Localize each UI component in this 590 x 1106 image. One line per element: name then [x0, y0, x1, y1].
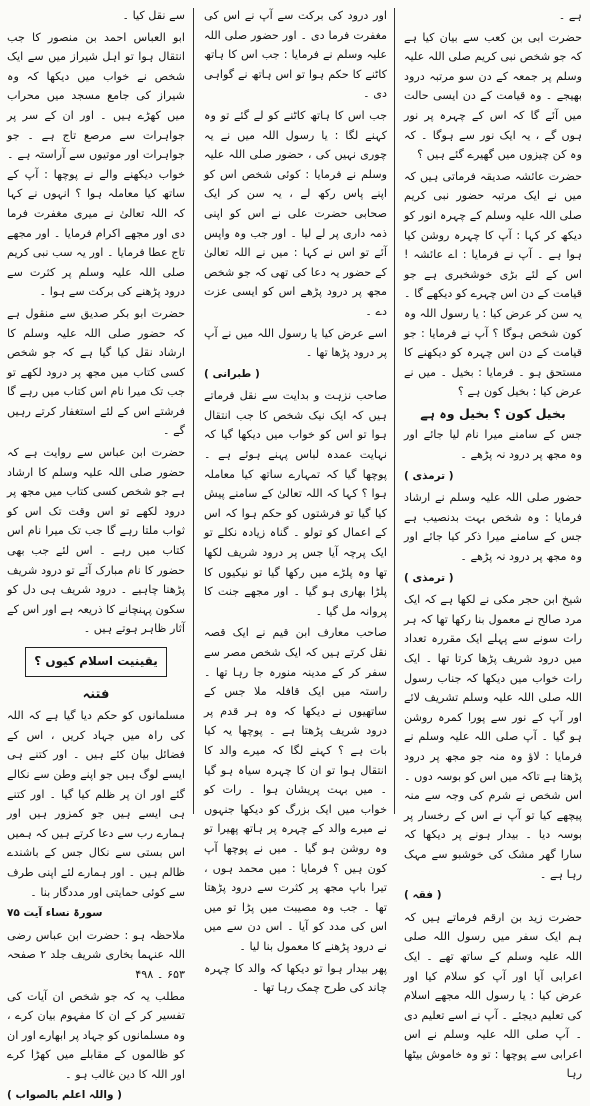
paragraph: ابو العباس احمد بن منصور کا جب انتقال ہوا تو اہل شیراز میں سے ایک شخص نے خواب میں دیکھا کہ وہ شیراز کی جامع مسجد میں محراب میں کھڑے ہیں ۔ اور ان کے سر پر جواہرات سے مرصع تاج ہے ۔ جو جواہرات اور موتیوں سے آراستہ ہے ۔ خواب دیکھنے والے نے پوچھا : آپ کے ساتھ کیا معاملہ ہوا ؟ انہوں نے کہا کہ اللہ تعالیٰ نے میری مغفرت فرما دی اور مجھے اکرام فرمایا ۔ اور مجھے تاج عطا فرمایا ۔ اور یہ سب نبی کریم صلی اللہ علیہ وسلم پر کثرت سے درود پڑھنے کی برکت سے ہوا ۔ [7, 30, 185, 299]
reference: ( فقہ ) [404, 889, 442, 902]
paragraph: جس کے سامنے میرا نام لیا جائے اور وہ مجھ پر درود نہ پڑھے ۔ [404, 428, 582, 462]
paragraph: اور درود کی برکت سے آپ نے اس کی مغفرت فرما دی ۔ اور حضور صلی اللہ علیہ وسلم نے فرمایا : جب اس کا ہاتھ کاٹنے کا حکم ہوا تو اس ہاتھ نے گواہی دی ۔ [204, 9, 387, 101]
paragraph: صاحب نزہت و بدایت سے نقل فرماتے ہیں کہ ایک نیک شخص کا جب انتقال ہوا تو اس کو خواب میں دیکھا گیا کہ نہایت عمدہ لباس پہنے ہوئے ہے ۔ پوچھا گیا کہ تمہارے ساتھ کیا معاملہ ہوا ؟ کہا کہ اللہ تعالیٰ کے سامنے پیش کیا گیا تو فرشتوں کو حکم ہوا کہ اس کے اعمال کو تولو ۔ گناہ زیادہ نکلے تو ایک پرچہ آیا جس پر درود شریف لکھا تھا وہ پلڑے میں رکھا گیا تو نیکیوں کا پلڑا بھاری ہو گیا ۔ اور مجھے جنت کا پروانہ مل گیا ۔ [204, 389, 387, 618]
paragraph: حضرت زید بن ارقم فرماتے ہیں کہ ہم ایک سفر میں رسول اللہ صلی اللہ علیہ وسلم کے ساتھ تھے ۔ ایک اعرابی آیا اور آپ کو سلام کیا اور عرض کیا : یا رسول اللہ مجھے اسلام کی تعلیم دیجئے ۔ آپ نے اسے تعلیم دی ۔ آپ صلی اللہ علیہ وسلم نے اس اعرابی سے پوچھا : تو وہ خاموش بیٹھا رہا [404, 910, 582, 1081]
paragraph: ہے ۔ [558, 9, 582, 22]
section-heading: فتنہ [82, 686, 110, 702]
paragraph: پھر بیدار ہوا تو دیکھا کہ والد کا چہرہ چاند کی طرح چمک رہا تھا ۔ [204, 961, 387, 995]
paragraph: جب اس کا ہاتھ کاٹنے کو لے گئے تو وہ کہنے لگا : یا رسول اللہ میں نے یہ چوری نہیں کی ، حضور صلی اللہ علیہ وسلم نے فرمایا : کوئی شخص اس کو اپنے پاس رکھ لے ، یہ سن کر ایک صحابی حضرت علی نے اس کو اپنی ذمہ داری پر لے لیا ۔ اور جب وہ واپس آئے تو اس نے کہا : میں نے اللہ تعالیٰ کے حضور یہ دعا کی تھی کہ جو شخص مجھ پر درود پڑھے اس کو ایسی عزت دے ۔ [204, 108, 387, 318]
column-divider [394, 8, 395, 814]
column-middle [204, 6, 387, 995]
reference: ( واللہ اعلم بالصواب ) [7, 1089, 122, 1102]
column-divider [193, 8, 194, 814]
reference: ( ترمذی ) [404, 469, 454, 482]
paragraph: حضرت ابو بکر صدیق سے منقول ہے کہ حضور صلی اللہ علیہ وسلم کا ارشاد نقل کیا گیا ہے کہ جو شخص کسی کتاب میں مجھ پر درود لکھے تو جب تک میرا نام اس کتاب میں رہے گا فرشتے اس کے لئے استغفار کرتے رہیں گے ۔ [7, 306, 185, 438]
paragraph: حضرت عائشہ صدیقہ فرماتی ہیں کہ میں نے ایک مرتبہ حضور نبی کریم صلی اللہ علیہ وسلم کے چہرہ انور کو دیکھ کر کہا : آپ کا چہرہ روشن کیا ہوا ہے ۔ آپ نے فرمایا : اے عائشہ ! اس کے لئے بڑی خوشخبری ہے جو قیامت کے دن اس چہرے کو دیکھے گا ۔ یہ سن کر عرض کیا : یا رسول اللہ وہ کون شخص ہوگا ؟ آپ نے فرمایا : جو قیامت کے دن اس چہرہ کو دیکھنے کا مستحق ہو ۔ فرمایا : بخیل ۔ میں نے عرض کیا : بخیل کون ہے ؟ [404, 169, 582, 399]
paragraph: مسلمانوں کو حکم دیا گیا ہے کہ اللہ کی راہ میں جہاد کریں ، اس کے فضائل بیان کئے ہیں ۔ اور کتنے ہی ایسے لوگ ہیں جو اپنے وطن سے نکالے گئے اور ان پر ظلم کیا گیا ۔ اور کتنے ہی ایسے ہیں جو کمزور ہیں اور ہمارے رب سے دعا کرتے ہیں کہ ہمیں اس بستی سے نکال جس کے باشندے ظالم ہیں ۔ اور ہمارے لئے اپنی طرف سے کوئی حمایتی اور مددگار بنا ۔ [7, 709, 185, 899]
paragraph: اسے عرض کیا یا رسول اللہ میں نے آپ پر درود پڑھا تھا ۔ [204, 326, 387, 360]
paragraph: ملاحظہ ہو : حضرت ابن عباس رضی اللہ عنہما بخاری شریف جلد ۲ صفحہ ۶۵۳ ۔ ۴۹۸ [7, 928, 185, 981]
paragraph: حضرت ابی بن کعب سے بیان کیا ہے کہ جو شخص نبی کریم صلی اللہ علیہ وسلم پر جمعہ کے دن سو مرتبہ درود بھیجے ۔ وہ قیامت کے دن ایسی حالت میں آئے گا کہ اس کے چہرہ پر نور ہوں گے ، یہ ایک نور سے ہوگا ۔ کہ وہ کن چیزوں میں گھیرے گئے ہیں ؟ [404, 30, 582, 162]
paragraph: شیخ ابن حجر مکی نے لکھا ہے کہ ایک مرد صالح نے معمول بنا رکھا تھا کہ ہر رات سونے سے پہلے ایک مقررہ تعداد میں درود شریف پڑھا کرتا تھا ۔ ایک رات خواب میں دیکھا کہ جناب رسول اللہ صلی اللہ علیہ وسلم تشریف لائے اور آپ کے نور سے پورا کمرہ روشن ہو گیا ۔ آپ صلی اللہ علیہ وسلم نے فرمایا : لاؤ وہ منہ جو مجھ پر درود پڑھتا ہے تاکہ میں اس کو بوسہ دوں ۔ اس شخص نے شرم کی وجہ سے منہ پیچھے کیا تو آپ نے اس کے رخسار پر بوسہ دیا ۔ بیدار ہونے پر دیکھا کہ سارا گھر مشک کی خوشبو سے مہک رہا ہے ۔ [404, 593, 582, 881]
paragraph: حضرت ابن عباس سے روایت ہے کہ حضور صلی اللہ علیہ وسلم کا ارشاد ہے جو شخص کسی کتاب میں مجھ پر درود لکھے تو اس وقت تک اس کو ثواب ملتا رہے گا جب تک میرا نام اس کتاب میں رہے ۔ اس لئے جب بھی حضور کا نام مبارک آئے تو درود شریف پڑھنا چاہیے ۔ درود شریف ہی دل کو سکون پہنچانے کا ذریعہ ہے اور اس کے آثار ظاہر ہوتے ہیں ۔ [7, 446, 185, 636]
paragraph: صاحب معارف ابن قیم نے ایک قصہ نقل کرتے ہیں کہ ایک شخص مصر سے سفر کر کے مدینہ منورہ جا رہا تھا ۔ راستہ میں ایک قافلہ ملا جس کے ساتھیوں نے دیکھا کہ وہ ہر قدم پر درود شریف پڑھتا ہے ۔ پوچھا یہ کیا بات ہے ؟ کہنے لگا کہ میرے والد کا انتقال ہوا تو ان کا چہرہ سیاہ ہو گیا ۔ میں بہت پریشان ہوا ۔ رات کو خواب میں ایک بزرگ کو دیکھا جنہوں نے میرے والد کے چہرہ پر ہاتھ پھیرا تو وہ روشن ہو گیا ۔ میں نے پوچھا آپ کون ہیں ؟ فرمایا : میں محمد ہوں ، تیرا باپ مجھ پر کثرت سے درود پڑھتا تھا ۔ جب وہ مصیبت میں پڑا تو میں اس کی مدد کو آیا ۔ اس دن سے میں نے درود پڑھنے کا معمول بنا لیا ۔ [204, 626, 387, 953]
boxed-title: یقینیت اسلام کیوں ؟ [25, 647, 167, 677]
reference: ( ترمذی ) [404, 571, 454, 584]
reference: سورۃ نساء آیت ۷۵ [7, 907, 103, 920]
column-right [404, 6, 582, 1081]
paragraph: مطلب یہ کہ جو شخص ان آیات کی تفسیر کر کے ان کا مفہوم بیان کرے ، وہ مسلمانوں کو جہاد پر ابھارے اور ان کو ظالموں کے مقابلے میں کھڑا کرے اور اللہ کا دین غالب ہو ۔ [7, 989, 185, 1081]
column-left [7, 6, 185, 1102]
paragraph: سے نقل کیا ۔ [122, 9, 185, 22]
reference: ( طبرانی ) [204, 367, 260, 380]
highlight-heading: بخیل کون ؟ بخیل وہ ہے [420, 405, 566, 421]
paragraph: حضور صلی اللہ علیہ وسلم نے ارشاد فرمایا : وہ شخص بہت بدنصیب ہے جس کے سامنے میرا ذکر کیا جائے اور وہ مجھ پر درود نہ پڑھے ۔ [404, 491, 582, 564]
